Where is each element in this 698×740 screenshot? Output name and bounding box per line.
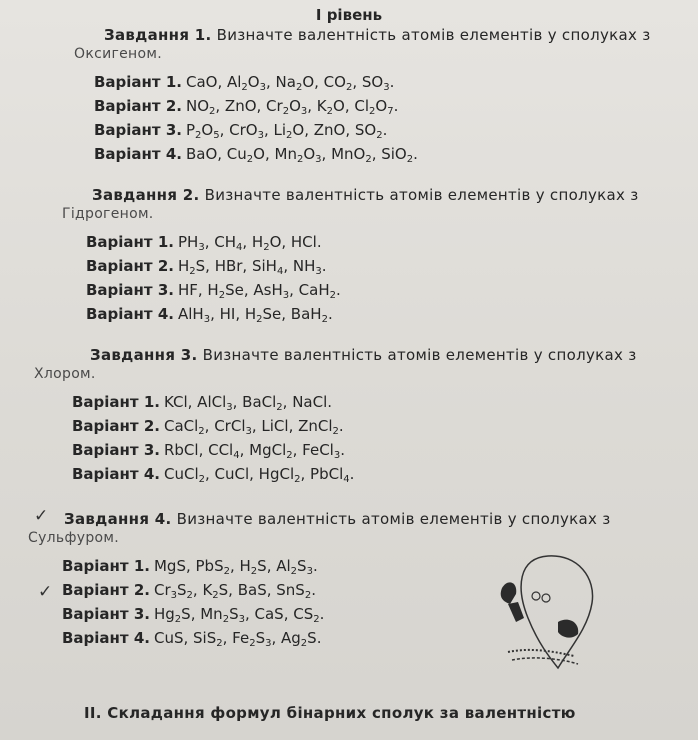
- variant-row: [86, 278, 698, 302]
- variant-label: Варіант 4.: [94, 145, 182, 163]
- variant-formulas: CaO, $Al_2O_3$, $Na_2O$, $CO_2$, $SO_3$.: [185, 73, 395, 93]
- task-2-heading: [0, 186, 698, 224]
- task-3-heading: [0, 346, 698, 384]
- variant-row: [94, 94, 698, 118]
- variant-row: [62, 602, 698, 626]
- variant-row: [62, 626, 698, 650]
- variant-label: Варіант 1.: [62, 557, 150, 575]
- task-label: Завдання 1.: [104, 26, 212, 44]
- variant-formulas: KCl, AlCl$_3$, BaCl$_2$, NaCl.: [163, 393, 333, 413]
- variant-label: Варіант 4.: [62, 629, 150, 647]
- variant-row: [94, 118, 698, 142]
- variant-label: Варіант 2.: [62, 581, 150, 599]
- task-2: [0, 186, 698, 326]
- task-4-heading: [0, 510, 698, 548]
- task-label: Завдання 3.: [90, 346, 198, 364]
- variant-row: [94, 70, 698, 94]
- task-label: Завдання 2.: [92, 186, 200, 204]
- variant-formulas: AlH$_3$, HI, $H_2Se$, BaH$_2$.: [177, 305, 333, 325]
- level-title: І рівень: [315, 6, 383, 24]
- task-text-continued: Оксигеном.: [74, 46, 162, 62]
- task-1: [0, 26, 698, 166]
- variant-formulas: RbCl, CCl$_4$, MgCl$_2$, FeCl$_3$.: [163, 441, 345, 461]
- variant-formulas: MgS, PbS$_2$, $H_2S$, $Al_2S_3$.: [153, 557, 318, 577]
- variant-formulas: $H_2S$, HBr, SiH$_4$, $NH_3$.: [177, 257, 327, 277]
- variant-label: Варіант 1.: [72, 393, 160, 411]
- task-text: Визначте валентність атомів елементів у сполуках з: [204, 186, 639, 204]
- variant-formulas: $Hg_2S$, $Mn_2S_3$, CaS, $CS_2$.: [153, 605, 325, 625]
- variant-label: Варіант 2.: [94, 97, 182, 115]
- variant-formulas: $P_2O_5$, CrO$_3$, $Li_2O$, ZnO, $SO_2$.: [185, 121, 388, 141]
- task-3: [0, 346, 698, 486]
- variant-label: Варіант 3.: [86, 281, 174, 299]
- variant-label: Варіант 1.: [94, 73, 182, 91]
- variant-row: [86, 254, 698, 278]
- variant-formulas: $PH_3$, $CH_4$, $H_2O$, HCl.: [177, 233, 322, 253]
- variant-row: [72, 414, 698, 438]
- checkmark-icon: ✓: [38, 582, 53, 602]
- variant-formulas: $NO_2$, ZnO, $Cr_2O_3$, $K_2O$, $Cl_2O_7$.: [185, 97, 399, 117]
- task-text-continued: Хлором.: [34, 366, 96, 382]
- variant-formulas: $Cr_3S_2$, $K_2S$, BaS, SnS$_2$.: [153, 581, 316, 601]
- variant-formulas: HF, $H_2Se$, AsH$_3$, CaH$_2$.: [177, 281, 341, 301]
- task-text-continued: Сульфуром.: [28, 530, 119, 546]
- variant-label: Варіант 1.: [86, 233, 174, 251]
- variant-formulas: CuCl$_2$, CuCl, HgCl$_2$, PbCl$_4$.: [163, 465, 355, 485]
- variant-list: [0, 70, 698, 166]
- task-text-continued: Гідрогеном.: [62, 206, 154, 222]
- variant-formulas: CaCl$_2$, CrCl$_3$, LiCl, ZnCl$_2$.: [163, 417, 344, 437]
- variant-list: [0, 390, 698, 486]
- task-text: Визначте валентність атомів елементів у сполуках з: [202, 346, 637, 364]
- variant-formulas: BaO, $Cu_2O$, $Mn_2O_3$, MnO$_2$, SiO$_2$.: [185, 145, 418, 165]
- variant-row: [72, 462, 698, 486]
- variant-row: [72, 438, 698, 462]
- variant-label: Варіант 3.: [72, 441, 160, 459]
- variant-label: Варіант 4.: [86, 305, 174, 323]
- variant-row: [62, 578, 698, 602]
- variant-row: [72, 390, 698, 414]
- variant-label: Варіант 4.: [72, 465, 160, 483]
- variant-formulas: CuS, SiS$_2$, $Fe_2S_3$, $Ag_2S$.: [153, 629, 322, 649]
- variant-label: Варіант 3.: [94, 121, 182, 139]
- variant-list: [0, 230, 698, 326]
- checkmark-icon: ✓: [34, 506, 49, 526]
- task-label: Завдання 4.: [64, 510, 172, 528]
- variant-label: Варіант 3.: [62, 605, 150, 623]
- task-text: Визначте валентність атомів елементів у сполуках з: [216, 26, 651, 44]
- variant-row: [94, 142, 698, 166]
- cartoon-illustration-icon: [488, 548, 600, 678]
- variant-row: [62, 554, 698, 578]
- section-2-title: ІІ. Складання формул бінарних сполук за валентністю: [84, 704, 576, 722]
- task-text: Визначте валентність атомів елементів у сполуках з: [176, 510, 611, 528]
- variant-row: [86, 230, 698, 254]
- variant-row: [86, 302, 698, 326]
- variant-label: Варіант 2.: [86, 257, 174, 275]
- task-1-heading: [0, 26, 698, 64]
- variant-label: Варіант 2.: [72, 417, 160, 435]
